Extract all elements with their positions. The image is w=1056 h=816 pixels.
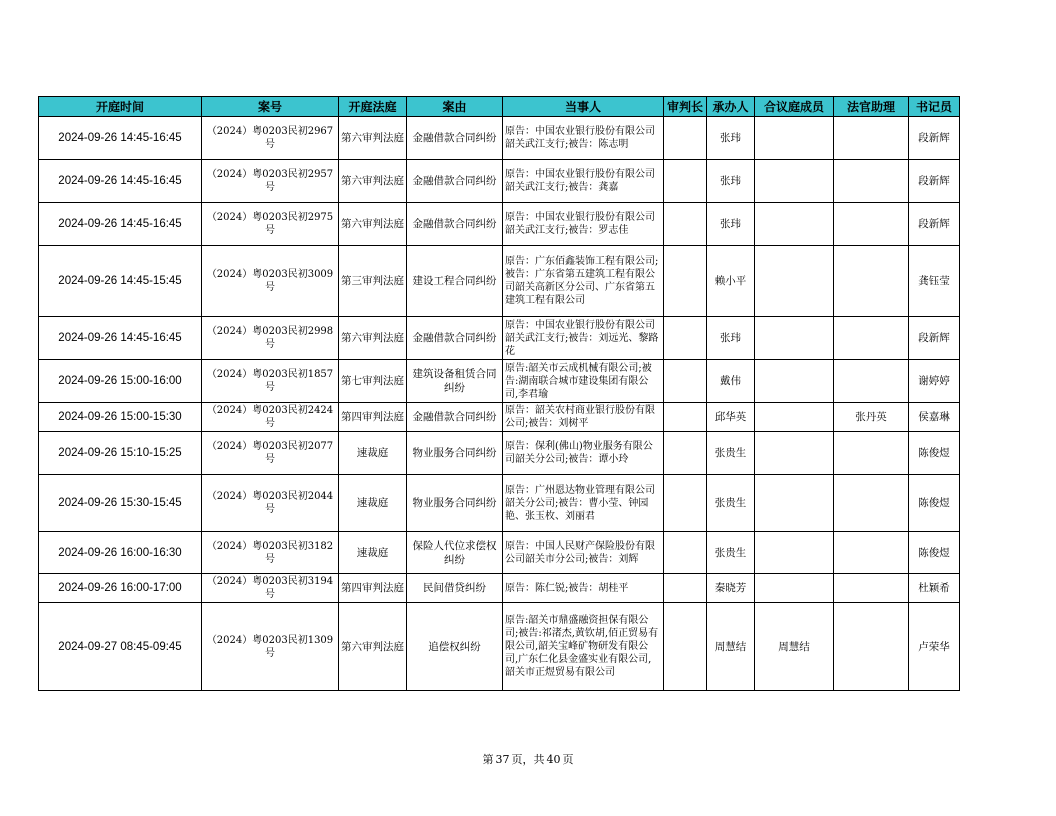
header-court: 开庭法庭 (339, 97, 407, 117)
table-row (39, 160, 960, 203)
time-cell-text: 2024-09-26 15:30-15:45 (58, 497, 182, 509)
time-cell-text: 2024-09-26 16:00-16:30 (58, 546, 182, 559)
panel-members-cell (755, 403, 834, 432)
clerk-cell-text: 段新辉 (918, 132, 950, 144)
court-cell-text: 第六审判法庭 (341, 640, 404, 653)
case-number-cell (202, 574, 339, 603)
handler-cell (707, 432, 755, 475)
panel-members-cell (755, 203, 834, 246)
court-cell-text: 第六审判法庭 (341, 332, 404, 344)
court-cell (339, 403, 407, 432)
parties-cell (503, 475, 664, 532)
handler-cell-text: 周慧结 (714, 640, 747, 653)
case-number-cell-text: （2024）粤0203民初1857号 (206, 369, 334, 393)
court-cell-text: 第三审判法庭 (341, 275, 404, 287)
court-cell (339, 574, 407, 603)
case-number-cell-text: （2024）粤0203民初3182号 (206, 540, 334, 565)
court-cell-text: 第六审判法庭 (341, 175, 404, 187)
cause-cell (407, 360, 503, 403)
handler-cell-text: 张玮 (720, 332, 741, 344)
cause-cell-text: 物业服务合同纠纷 (412, 497, 497, 509)
court-cell (339, 160, 407, 203)
presiding-judge-cell (664, 317, 707, 360)
time-cell-text: 2024-09-26 14:45-16:45 (58, 332, 182, 344)
table-row (39, 532, 960, 574)
parties-cell (503, 317, 664, 360)
time-cell (39, 203, 202, 246)
cause-cell (407, 432, 503, 475)
panel-members-cell (755, 317, 834, 360)
court-cell (339, 203, 407, 246)
clerk-cell (909, 360, 960, 403)
presiding-judge-cell (664, 475, 707, 532)
panel-members-cell (755, 160, 834, 203)
cause-cell (407, 574, 503, 603)
clerk-cell (909, 403, 960, 432)
time-cell (39, 360, 202, 403)
cause-cell-text: 金融借款合同纠纷 (412, 175, 497, 187)
judge-assistant-cell (834, 475, 909, 532)
court-cell (339, 532, 407, 574)
time-cell-text: 2024-09-26 14:45-16:45 (58, 175, 182, 187)
page-footer (0, 751, 1056, 767)
table-row (39, 603, 960, 691)
parties-cell (503, 160, 664, 203)
case-number-cell-text: （2024）粤0203民初2957号 (206, 169, 334, 193)
table-row (39, 317, 960, 360)
handler-cell (707, 603, 755, 691)
case-number-cell-text: （2024）粤0203民初2077号 (206, 441, 334, 465)
parties-cell (503, 603, 664, 691)
clerk-cell-text: 陈俊煜 (918, 497, 950, 509)
judge-assistant-cell (834, 574, 909, 603)
judge-assistant-cell (834, 432, 909, 475)
time-cell-text: 2024-09-26 15:00-16:00 (58, 375, 182, 387)
parties-cell-text: 原告：中国农业银行股份有限公司韶关武江支行;被告：罗志佳 (505, 212, 655, 236)
court-cell (339, 246, 407, 317)
judge-assistant-cell (834, 117, 909, 160)
case-number-cell (202, 203, 339, 246)
court-cell (339, 360, 407, 403)
case-number-cell-text: （2024）粤0203民初3194号 (206, 576, 334, 600)
header-parties: 当事人 (503, 97, 664, 117)
hearing-schedule-table (38, 96, 960, 691)
parties-cell-text: 原告：中国农业银行股份有限公司韶关武江支行;被告：刘远光、黎路花 (505, 319, 659, 357)
footer-middle: 页，共 (511, 753, 545, 766)
handler-cell (707, 246, 755, 317)
clerk-cell (909, 574, 960, 603)
case-number-cell (202, 532, 339, 574)
case-number-cell (202, 475, 339, 532)
time-cell-text: 2024-09-26 15:00-15:30 (58, 411, 182, 423)
court-cell (339, 603, 407, 691)
parties-cell-text: 原告：保利(佛山)物业服务有限公司韶关分公司;被告：谭小玲 (505, 441, 653, 465)
presiding-judge-cell (664, 203, 707, 246)
judge-assistant-cell (834, 246, 909, 317)
time-cell-text: 2024-09-26 15:10-15:25 (58, 447, 182, 459)
parties-cell (503, 117, 664, 160)
handler-cell (707, 574, 755, 603)
parties-cell-text: 原告：中国农业银行股份有限公司韶关武江支行;被告：陈志明 (505, 126, 655, 150)
header-time: 开庭时间 (39, 97, 202, 117)
parties-cell (503, 360, 664, 403)
clerk-cell (909, 432, 960, 475)
handler-cell (707, 203, 755, 246)
panel-members-cell (755, 246, 834, 317)
header-assistant: 法官助理 (834, 97, 909, 117)
header-cause: 案由 (407, 97, 503, 117)
table-row (39, 432, 960, 475)
clerk-cell-text: 陈俊煜 (918, 447, 950, 459)
parties-cell-text: 原告：中国人民财产保险股份有限公司韶关市分公司;被告：刘辉 (505, 540, 655, 565)
cause-cell-text: 物业服务合同纠纷 (412, 447, 497, 459)
case-number-cell-text: （2024）粤0203民初2975号 (206, 212, 334, 236)
cause-cell (407, 246, 503, 317)
presiding-judge-cell (664, 246, 707, 317)
time-cell (39, 475, 202, 532)
time-cell-text: 2024-09-26 14:45-16:45 (58, 132, 182, 144)
court-cell (339, 432, 407, 475)
table-row (39, 203, 960, 246)
parties-cell-text: 原告:韶关市云成机械有限公司;被告:湖南联合城市建设集团有限公司,李君瑜 (505, 362, 652, 400)
cause-cell-text: 保险人代位求偿权纠纷 (412, 539, 497, 566)
cause-cell-text: 建筑设备租赁合同纠纷 (412, 368, 497, 394)
clerk-cell (909, 117, 960, 160)
case-number-cell (202, 432, 339, 475)
court-cell-text: 第六审判法庭 (341, 132, 404, 144)
panel-members-cell (755, 574, 834, 603)
table-row (39, 574, 960, 603)
handler-cell-text: 戴伟 (720, 375, 741, 387)
clerk-cell-text: 段新辉 (918, 218, 950, 230)
judge-assistant-cell (834, 532, 909, 574)
case-number-cell-text: （2024）粤0203民初2998号 (206, 326, 334, 350)
table-row (39, 360, 960, 403)
court-cell-text: 第七审判法庭 (341, 375, 404, 387)
parties-cell (503, 403, 664, 432)
court-cell-text: 速裁庭 (356, 497, 389, 509)
cause-cell-text: 金融借款合同纠纷 (412, 411, 497, 423)
case-number-cell (202, 317, 339, 360)
cause-cell-text: 民间借贷纠纷 (423, 582, 486, 594)
parties-cell (503, 532, 664, 574)
handler-cell-text: 张贵生 (714, 447, 747, 459)
handler-cell (707, 117, 755, 160)
handler-cell-text: 张贵生 (714, 546, 747, 559)
handler-cell (707, 360, 755, 403)
clerk-cell-text: 侯嘉琳 (918, 411, 950, 423)
judge-assistant-cell-text: 张丹英 (855, 411, 887, 423)
panel-members-cell (755, 432, 834, 475)
handler-cell-text: 秦晓芳 (714, 582, 747, 594)
clerk-cell-text: 段新辉 (918, 175, 950, 187)
case-number-cell-text: （2024）粤0203民初3009号 (206, 269, 334, 293)
clerk-cell-text: 陈俊煜 (918, 546, 950, 559)
footer-suffix: 页 (562, 753, 574, 766)
time-cell-text: 2024-09-26 14:45-15:45 (58, 275, 182, 287)
court-cell-text: 速裁庭 (356, 447, 389, 459)
judge-assistant-cell (834, 603, 909, 691)
panel-members-cell (755, 532, 834, 574)
handler-cell-text: 张玮 (720, 175, 741, 187)
presiding-judge-cell (664, 160, 707, 203)
case-number-cell (202, 160, 339, 203)
presiding-judge-cell (664, 603, 707, 691)
handler-cell (707, 160, 755, 203)
table-body (39, 117, 960, 691)
presiding-judge-cell (664, 532, 707, 574)
schedule-sheet (38, 96, 959, 691)
case-number-cell (202, 403, 339, 432)
clerk-cell (909, 475, 960, 532)
cause-cell-text: 金融借款合同纠纷 (412, 332, 497, 344)
case-number-cell-text: （2024）粤0203民初1309号 (206, 634, 334, 659)
table-header-row (39, 97, 960, 117)
clerk-cell-text: 段新辉 (918, 332, 950, 344)
clerk-cell (909, 317, 960, 360)
time-cell (39, 160, 202, 203)
parties-cell-text: 原告：广东佰鑫装饰工程有限公司;被告：广东省第五建筑工程有限公司韶关高新区分公司、广东省第五建筑工程有限公司 (505, 256, 659, 306)
judge-assistant-cell (834, 317, 909, 360)
case-number-cell (202, 603, 339, 691)
handler-cell-text: 赖小平 (714, 275, 747, 287)
handler-cell (707, 475, 755, 532)
parties-cell-text: 原告：广州恩达物业管理有限公司韶关分公司;被告：曹小莹、钟园艳、张玉枚、刘丽君 (505, 484, 655, 522)
time-cell (39, 403, 202, 432)
presiding-judge-cell (664, 403, 707, 432)
time-cell (39, 532, 202, 574)
table-row (39, 403, 960, 432)
parties-cell (503, 203, 664, 246)
header-presiding: 审判长 (664, 97, 707, 117)
header-clerk: 书记员 (909, 97, 960, 117)
cause-cell (407, 403, 503, 432)
case-number-cell-text: （2024）粤0203民初2967号 (206, 126, 334, 150)
handler-cell-text: 张玮 (720, 218, 741, 230)
judge-assistant-cell (834, 160, 909, 203)
header-case-no: 案号 (202, 97, 339, 117)
time-cell-text: 2024-09-27 08:45-09:45 (58, 640, 182, 653)
time-cell-text: 2024-09-26 14:45-16:45 (58, 218, 182, 230)
table-row (39, 475, 960, 532)
time-cell (39, 603, 202, 691)
clerk-cell (909, 160, 960, 203)
parties-cell (503, 432, 664, 475)
case-number-cell (202, 117, 339, 160)
case-number-cell-text: （2024）粤0203民初2044号 (206, 491, 334, 515)
parties-cell (503, 246, 664, 317)
cause-cell-text: 金融借款合同纠纷 (412, 218, 497, 230)
court-cell (339, 475, 407, 532)
panel-members-cell (755, 475, 834, 532)
presiding-judge-cell (664, 432, 707, 475)
cause-cell-text: 建设工程合同纠纷 (412, 275, 497, 287)
case-number-cell-text: （2024）粤0203民初2424号 (206, 405, 334, 429)
cause-cell (407, 117, 503, 160)
judge-assistant-cell (834, 360, 909, 403)
presiding-judge-cell (664, 574, 707, 603)
time-cell (39, 432, 202, 475)
time-cell (39, 117, 202, 160)
court-cell-text: 第四审判法庭 (341, 582, 404, 594)
parties-cell-text: 原告：陈仁锐;被告：胡桂平 (505, 582, 629, 594)
case-number-cell (202, 360, 339, 403)
clerk-cell-text: 谢婷婷 (918, 375, 950, 387)
clerk-cell (909, 203, 960, 246)
court-cell (339, 117, 407, 160)
clerk-cell-text: 卢荣华 (918, 640, 950, 653)
cause-cell (407, 317, 503, 360)
case-number-cell (202, 246, 339, 317)
court-cell (339, 317, 407, 360)
clerk-cell (909, 246, 960, 317)
handler-cell (707, 532, 755, 574)
handler-cell (707, 403, 755, 432)
time-cell (39, 246, 202, 317)
panel-members-cell-text: 周慧结 (778, 640, 810, 653)
footer-total-pages: 40 (546, 753, 561, 766)
cause-cell (407, 203, 503, 246)
time-cell (39, 317, 202, 360)
handler-cell-text: 张玮 (720, 132, 741, 144)
cause-cell (407, 475, 503, 532)
cause-cell-text: 追偿权纠纷 (428, 640, 481, 653)
court-cell-text: 第四审判法庭 (341, 411, 404, 423)
panel-members-cell (755, 360, 834, 403)
panel-members-cell (755, 117, 834, 160)
cause-cell (407, 160, 503, 203)
judge-assistant-cell (834, 203, 909, 246)
parties-cell-text: 原告：中国农业银行股份有限公司韶关武江支行;被告：龚嘉 (505, 169, 655, 193)
footer-prefix: 第 (482, 753, 494, 766)
court-cell-text: 第六审判法庭 (341, 218, 404, 230)
parties-cell-text: 原告：韶关农村商业银行股份有限公司;被告：刘树平 (505, 405, 655, 429)
clerk-cell (909, 603, 960, 691)
time-cell-text: 2024-09-26 16:00-17:00 (58, 582, 182, 594)
parties-cell-text: 原告:韶关市鼎盛融资担保有限公司;被告:祁渚杰,黄钦胡,佰正贸易有限公司,韶关宝峰矿物研发有限公司,广东仁化县金盛实业有限公司,韶关市正煜贸易有限公司 (505, 615, 659, 678)
presiding-judge-cell (664, 360, 707, 403)
parties-cell (503, 574, 664, 603)
footer-page-number: 37 (495, 753, 510, 766)
clerk-cell-text: 龚钰莹 (918, 275, 950, 287)
panel-members-cell (755, 603, 834, 691)
handler-cell-text: 张贵生 (714, 497, 747, 509)
handler-cell (707, 317, 755, 360)
presiding-judge-cell (664, 117, 707, 160)
header-handler: 承办人 (707, 97, 755, 117)
handler-cell-text: 邱华英 (714, 411, 747, 423)
cause-cell (407, 532, 503, 574)
cause-cell (407, 603, 503, 691)
header-panel: 合议庭成员 (755, 97, 834, 117)
table-row (39, 117, 960, 160)
time-cell (39, 574, 202, 603)
judge-assistant-cell (834, 403, 909, 432)
table-row (39, 246, 960, 317)
court-cell-text: 速裁庭 (356, 546, 389, 559)
clerk-cell-text: 杜颖希 (918, 582, 950, 594)
clerk-cell (909, 532, 960, 574)
cause-cell-text: 金融借款合同纠纷 (412, 132, 497, 144)
